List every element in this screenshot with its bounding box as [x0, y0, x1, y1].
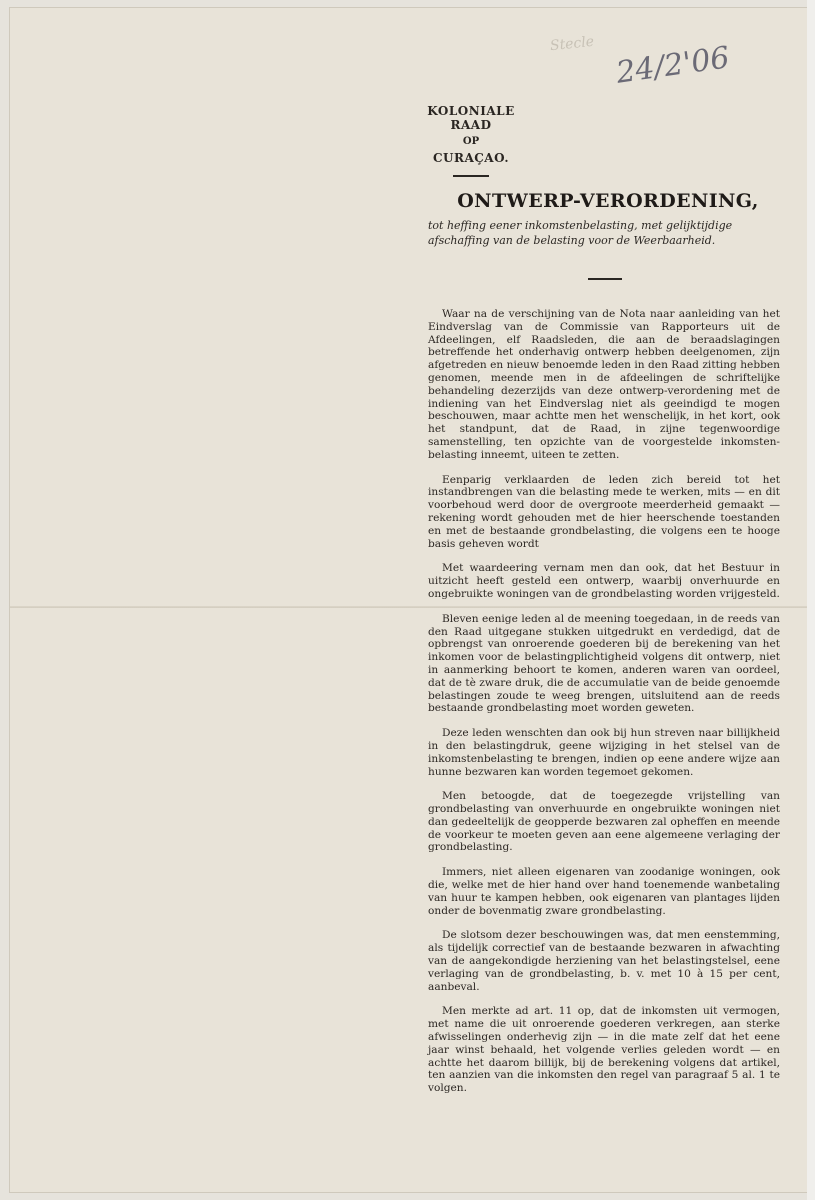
issuer-line-3: CURAÇAO.	[432, 151, 510, 165]
pencil-note: Stecle	[549, 33, 595, 55]
paragraph: De slotsom dezer beschouwingen was, dat men eenstemming, als tijdelijk correctief van de bestaande bezwaren in afwachting van de aangekondigde herziening van het belastingstelsel, eene verlaging van de grondbelasting, b. v. met 10 à 15 per cent, aanbeval.	[428, 929, 780, 993]
header-rule	[453, 175, 489, 177]
paragraph: Eenparig verklaarden de leden zich bereid tot het instandbrengen van die belasting mede te werken, mits — en dit voorbehoud werd door de overgroote meerderheid gemaakt — rekening wordt gehouden met de hier heerschende toestanden en met de bestaande grondbelasting, die volgens een te hooge basis geheven wordt	[428, 473, 780, 550]
document-title: ONTWERP-VERORDENING,	[457, 190, 759, 212]
issuer-header	[416, 104, 526, 177]
paragraph: Bleven eenige leden al de meening toegedaan, in de reeds van den Raad uitgegane stukken uitgedrukt en verdedigd, dat de opbrengst van onroerende goederen bij de berekening van het inkomen voor de belastingplichtigheid volgens dit ontwerp, niet in aanmerking behoort te komen, anderen waren van oordeel, dat de tè zware druk, die de accumulatie van de beide genoemde belastingen zoude te weeg brengen, uitsluitend aan de reeds bestaande grondbelasting moet worden geweten.	[428, 612, 780, 715]
paragraph: Waar na de verschijning van de Nota naar aanleiding van het Eindverslag van de Commissie van Rapporteurs uit de Afdeelingen, elf Raadsleden, die aan de beraadslagingen betreffende het onderhavig ontwerp hebben deelgenomen, zijn afgetreden en nieuw benoemde leden in den Raad zitting hebben genomen, meende men in de afdeelingen de schriftelijke behandeling dezerzijds van deze ontwerp-verordening met de indiening van het Eindverslag niet als geeindigd te mogen beschouwen, maar achtte men het wenschelijk, in het kort, ook het standpunt, dat de Raad, in zijne tegenwoordige samenstelling, ten opzichte van de voorgestelde inkomsten-belasting inneemt, uiteen te zetten.	[428, 308, 780, 461]
scan-margin	[807, 0, 815, 1200]
paragraph: Met waardeering vernam men dan ook, dat het Bestuur in uitzicht heeft gesteld een ontwerp, waarbij onverhuurde en ongebruikte woningen van de grondbelasting worden vrijgesteld.	[428, 562, 780, 600]
document-body	[428, 308, 780, 1107]
document-page	[10, 8, 807, 1192]
issuer-line-1: KOLONIALE RAAD	[427, 104, 515, 132]
paragraph: Immers, niet alleen eigenaren van zoodanige woningen, ook die, welke met de hier hand over hand toenemende wanbetaling van huur te kampen hebben, ook eigenaren van plantages lijden onder de bovenmatig zware grondbelasting.	[428, 866, 780, 917]
handwritten-date: 24/2'06	[614, 40, 732, 91]
title-rule	[588, 278, 622, 280]
paragraph: Men merkte ad art. 11 op, dat de inkomsten uit vermogen, met name die uit onroerende goederen verkregen, aan sterke afwisselingen onderhevig zijn — in die mate zelf dat het eene jaar winst behaald, het volgende verlies geleden wordt — en achtte het daarom billijk, bij de berekening volgens dat artikel, ten aanzien van die inkomsten den regel van paragraaf 5 al. 1 te volgen.	[428, 1005, 780, 1095]
issuer-line-2: OP	[462, 136, 480, 147]
paragraph: Deze leden wenschten dan ook bij hun streven naar billijkheid in den belastingdruk, geene wijziging in het stelsel van de inkomstenbelasting te brengen, indien op eene andere wijze aan hunne bezwaren kan worden tegemoet gekomen.	[428, 727, 780, 778]
paragraph: Men betoogde, dat de toegezegde vrijstelling van grondbelasting van onverhuurde en ongebruikte woningen niet dan gedeeltelijk de geopperde bezwaren zal opheffen en meende de voorkeur te moeten geven aan eene algemeene verlaging der grondbelasting.	[428, 790, 780, 854]
document-subtitle: tot heffing eener inkomstenbelasting, met gelijktijdige afschaffing van de belasting voor de Weerbaarheid.	[428, 219, 733, 247]
